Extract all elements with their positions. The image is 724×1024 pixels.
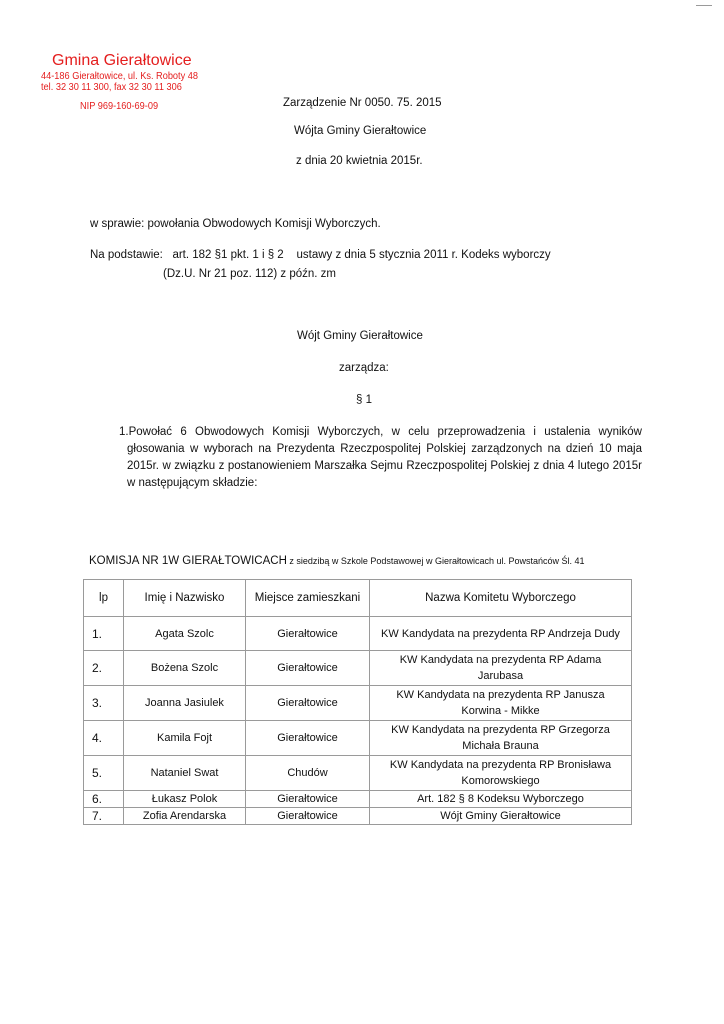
row-committee: KW Kandydata na prezydenta RP Grzegorza Michała Brauna xyxy=(370,721,632,756)
row-name: Agata Szolc xyxy=(124,617,246,651)
row-lp: 4. xyxy=(84,721,124,756)
table-row xyxy=(84,686,632,721)
table-row xyxy=(84,791,632,808)
row-committee: Art. 182 § 8 Kodeksu Wyborczego xyxy=(370,791,632,808)
legal-basis-line1: Na podstawie: art. 182 §1 pkt. 1 i § 2 ustawy z dnia 5 stycznia 2011 r. Kodeks wyborczy xyxy=(90,249,551,261)
row-lp: 7. xyxy=(84,808,124,825)
row-name: Zofia Arendarska xyxy=(124,808,246,825)
row-name: Joanna Jasiulek xyxy=(124,686,246,721)
corner-mark xyxy=(696,5,712,6)
commission-seat: z siedzibą w Szkole Podstawowej w Gierałtowicach ul. Powstańców Śl. 41 xyxy=(286,556,585,566)
decree-paragraph: 1.Powołać 6 Obwodowych Komisji Wyborczych, w celu przeprowadzenia i ustalenia wyników głosowania w wyborach na Prezydenta Rzeczpospolitej Polskiej zarządzonych na dzień 10 maja 2015r. w związku z postanowieniem Marszałka Sejmu Rzeczpospolitej Polskiej z dnia 4 lutego 2015r w następującym składzie: xyxy=(119,426,642,489)
table-row xyxy=(84,721,632,756)
stamp-phone: tel. 32 30 11 300, fax 32 30 11 306 xyxy=(41,82,182,93)
row-place: Gierałtowice xyxy=(246,721,370,756)
table-header-row xyxy=(84,580,632,617)
row-place: Gierałtowice xyxy=(246,686,370,721)
stamp-address: 44-186 Gierałtowice, ul. Ks. Roboty 48 xyxy=(41,71,199,82)
row-name: Bożena Szolc xyxy=(124,651,246,686)
table-row xyxy=(84,756,632,791)
section-heading: § 1 xyxy=(356,394,372,406)
row-place: Gierałtowice xyxy=(246,617,370,651)
header-name: Imię i Nazwisko xyxy=(124,580,246,617)
row-name: Kamila Fojt xyxy=(124,721,246,756)
row-committee: KW Kandydata na prezydenta RP Bronisława Komorowskiego xyxy=(370,756,632,791)
row-place: Gierałtowice xyxy=(246,808,370,825)
stamp-title: Gmina Gierałtowice xyxy=(52,52,192,69)
table-row xyxy=(84,617,632,651)
row-lp: 1. xyxy=(84,617,124,651)
header-committee: Nazwa Komitetu Wyborczego xyxy=(370,580,632,617)
ordinance-number: Zarządzenie Nr 0050. 75. 2015 xyxy=(283,97,442,109)
row-lp: 2. xyxy=(84,651,124,686)
ordinance-issuer: Wójta Gminy Gierałtowice xyxy=(294,125,427,137)
header-lp: lp xyxy=(84,580,124,617)
row-place: Chudów xyxy=(246,756,370,791)
row-place: Gierałtowice xyxy=(246,651,370,686)
table-row xyxy=(84,651,632,686)
row-committee: KW Kandydata na prezydenta RP Adama Jarubasa xyxy=(370,651,632,686)
row-committee: Wójt Gminy Gierałtowice xyxy=(370,808,632,825)
row-committee: KW Kandydata na prezydenta RP Janusza Korwina - Mikke xyxy=(370,686,632,721)
row-lp: 6. xyxy=(84,791,124,808)
ordinance-subject: w sprawie: powołania Obwodowych Komisji Wyborczych. xyxy=(90,218,381,230)
row-place: Gierałtowice xyxy=(246,791,370,808)
stamp-nip: NIP 969-160-69-09 xyxy=(80,101,159,112)
row-name: Nataniel Swat xyxy=(124,756,246,791)
decree-authority: Wójt Gminy Gierałtowice xyxy=(297,330,423,342)
row-name: Łukasz Polok xyxy=(124,791,246,808)
table-row xyxy=(84,808,632,825)
commission-heading xyxy=(89,555,585,567)
header-place: Miejsce zamieszkani xyxy=(246,580,370,617)
commission-name: KOMISJA NR 1W GIERAŁTOWICACH xyxy=(89,555,287,567)
members-table xyxy=(83,579,632,825)
row-committee: KW Kandydata na prezydenta RP Andrzeja Dudy xyxy=(370,617,632,651)
ordinance-date: z dnia 20 kwietnia 2015r. xyxy=(296,155,423,167)
row-lp: 5. xyxy=(84,756,124,791)
decree-verb: zarządza: xyxy=(339,362,389,374)
row-lp: 3. xyxy=(84,686,124,721)
legal-basis-line2: (Dz.U. Nr 21 poz. 112) z późn. zm xyxy=(163,268,336,280)
